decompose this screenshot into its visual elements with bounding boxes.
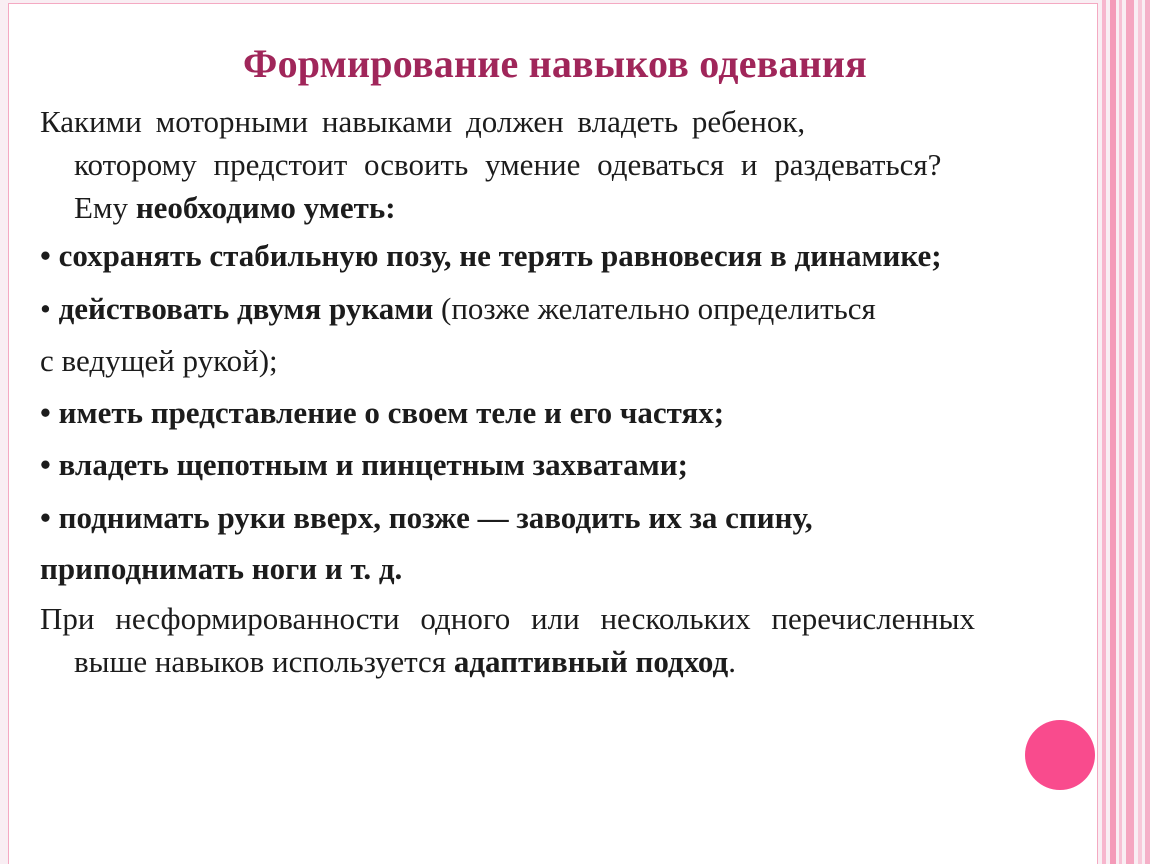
bullet-2 <box>40 287 876 330</box>
intro-line-3 <box>40 186 1070 229</box>
bullet-2-bold: действовать двумя руками <box>58 291 434 326</box>
bullet-5-text: • поднимать руки вверх, позже — заводить их за спину, <box>40 500 813 535</box>
bullet-5-cont-text: приподнимать ноги и т. д. <box>40 551 403 586</box>
decorative-stripe <box>1138 0 1142 864</box>
decorative-stripe <box>1126 0 1134 864</box>
bullet-5-continuation <box>40 547 402 590</box>
decorative-stripe <box>1102 0 1106 864</box>
decorative-stripe <box>1145 0 1150 864</box>
intro-line-1: Какими моторными навыками должен владеть ребенок, <box>40 104 806 139</box>
bullet-3 <box>40 391 724 434</box>
decorative-circle <box>1025 720 1095 790</box>
bullet-4-text: • владеть щепотным и пинцетным захватами; <box>40 447 688 482</box>
outro-line-1: При несформированности одного или нескольких перечисленных <box>40 601 975 636</box>
bullet-1-text: • сохранять стабильную позу, не терять равновесия в динамике; <box>40 238 942 273</box>
intro-line-3-plain: Ему <box>74 190 136 225</box>
bullet-3-text: • иметь представление о своем теле и его частях; <box>40 395 725 430</box>
intro-line-3-bold: необходимо уметь: <box>135 190 396 225</box>
outro-line-2 <box>40 640 1070 683</box>
slide-title: Формирование навыков одевания <box>243 41 867 86</box>
decorative-stripe <box>1119 0 1122 864</box>
outro-paragraph <box>40 597 1070 683</box>
bullet-2-marker: • <box>40 291 59 326</box>
outro-line-2-plain: выше навыков используется <box>74 644 454 679</box>
bullet-1 <box>40 234 942 277</box>
bullet-2-continuation: с ведущей рукой); <box>40 343 278 378</box>
outro-line-2-bold: адаптивный подход <box>453 644 729 679</box>
bullet-2-plain: (позже желательно определиться <box>433 291 876 326</box>
bullet-4 <box>40 443 688 486</box>
decorative-stripe <box>1110 0 1116 864</box>
intro-line-2: которому предстоит освоить умение одеваться и раздеваться? <box>74 147 942 182</box>
intro-paragraph <box>40 100 1070 229</box>
outro-line-2-end: . <box>728 644 736 679</box>
bullet-5 <box>40 496 813 539</box>
